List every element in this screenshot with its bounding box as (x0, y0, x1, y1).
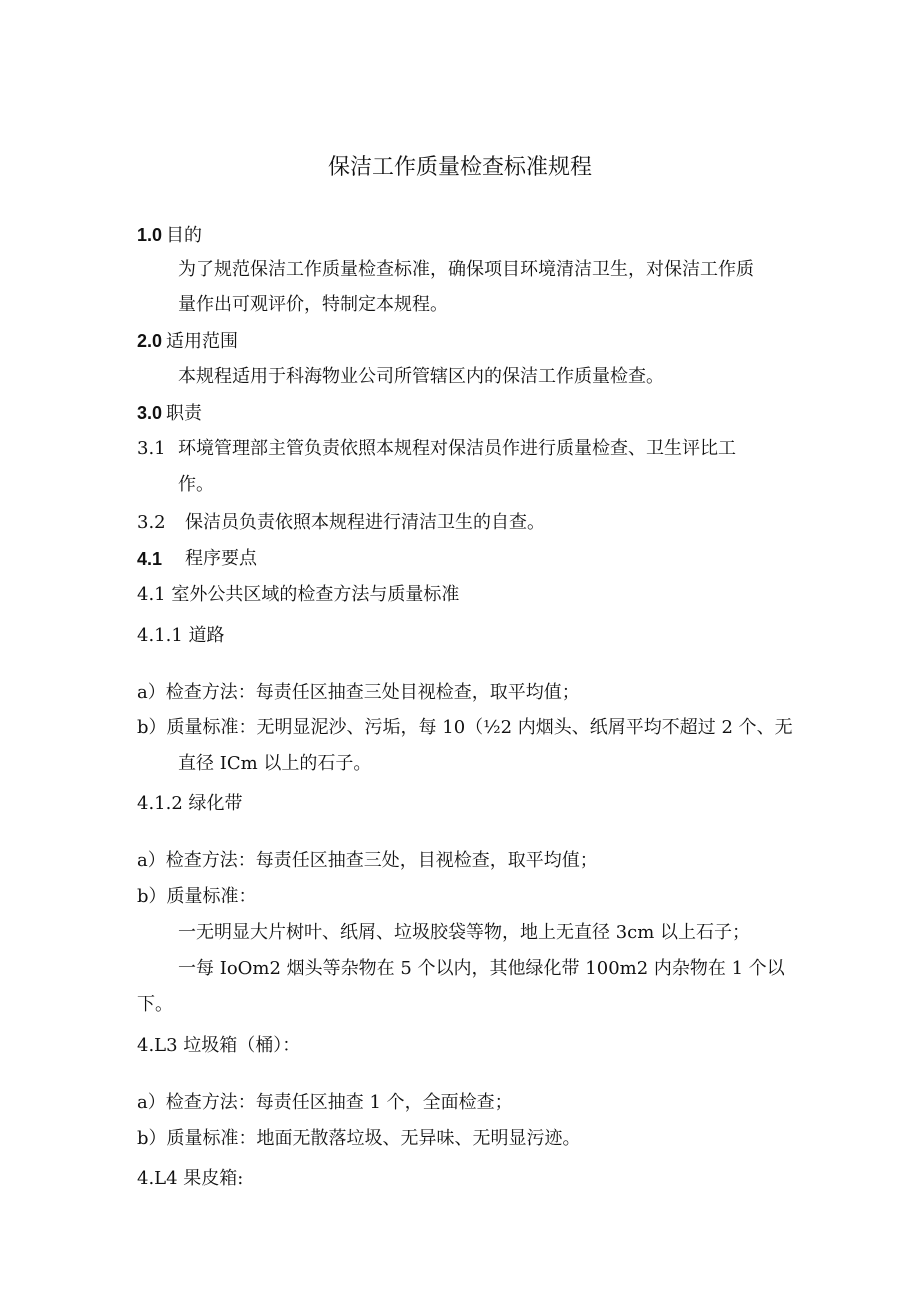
item-3-1-number: 3.1 (137, 438, 166, 459)
list-item: b）质量标准：地面无散落垃圾、无异味、无明显污迹。 (137, 1128, 581, 1149)
list-item: a）检查方法：每责任区抽查三处，目视检查，取平均值； (137, 850, 598, 871)
section-4-number: 4.1 (137, 549, 163, 569)
item-3-2-text: 保洁员负责依照本规程进行清洁卫生的自查。 (185, 512, 545, 533)
subsection-heading: 4.1 室外公共区域的检查方法与质量标准 (137, 584, 460, 605)
list-item: b）质量标准：无明显泥沙、污垢，每 10（½2 内烟头、纸屑平均不超过 2 个、无 (137, 717, 793, 738)
paragraph-line: 本规程适用于科海物业公司所管辖区内的保洁工作质量检查。 (178, 366, 664, 387)
section-number: 1.0 (137, 225, 163, 245)
list-item-cont: 直径 ICm 以上的石子。 (178, 753, 372, 774)
list-item-cont: 下。 (137, 994, 173, 1015)
section-number: 3.0 (137, 403, 163, 423)
section-2-heading (137, 330, 238, 353)
section-label: 职责 (166, 403, 203, 424)
list-item: a）检查方法：每责任区抽查三处目视检查，取平均值； (137, 682, 580, 703)
list-item: b）质量标准： (137, 886, 257, 907)
section-label: 适用范围 (166, 331, 239, 352)
item-3-1-text: 环境管理部主管负责依照本规程对保洁员作进行质量检查、卫生评比工 (178, 438, 736, 459)
subsection-heading: 4.L3 垃圾箱（桶）： (137, 1035, 301, 1056)
section-3-heading (137, 402, 202, 425)
item-3-1-text-cont: 作。 (178, 474, 214, 495)
list-item-cont: 一每 IoOm2 烟头等杂物在 5 个以内，其他绿化带 100m2 内杂物在 1 个以 (178, 958, 785, 979)
paragraph-line: 量作出可观评价，特制定本规程。 (178, 294, 448, 315)
list-item: a）检查方法：每责任区抽查 1 个，全面检查； (137, 1092, 513, 1113)
section-4-label: 程序要点 (185, 548, 257, 569)
list-item-cont: 一无明显大片树叶、纸屑、垃圾胶袋等物，地上无直径 3cm 以上石子； (178, 922, 751, 943)
section-1-heading (137, 224, 202, 247)
subsection-heading: 4.1.2 绿化带 (137, 793, 243, 814)
subsection-heading: 4.1.1 道路 (137, 625, 225, 646)
paragraph-line: 为了规范保洁工作质量检查标准，确保项目环境清洁卫生，对保洁工作质 (178, 259, 754, 280)
section-label: 目的 (166, 225, 203, 246)
section-number: 2.0 (137, 331, 163, 351)
document-title: 保洁工作质量检查标准规程 (327, 155, 592, 180)
subsection-heading: 4.L4 果皮箱: (137, 1168, 244, 1189)
item-3-2-number: 3.2 (137, 512, 166, 533)
